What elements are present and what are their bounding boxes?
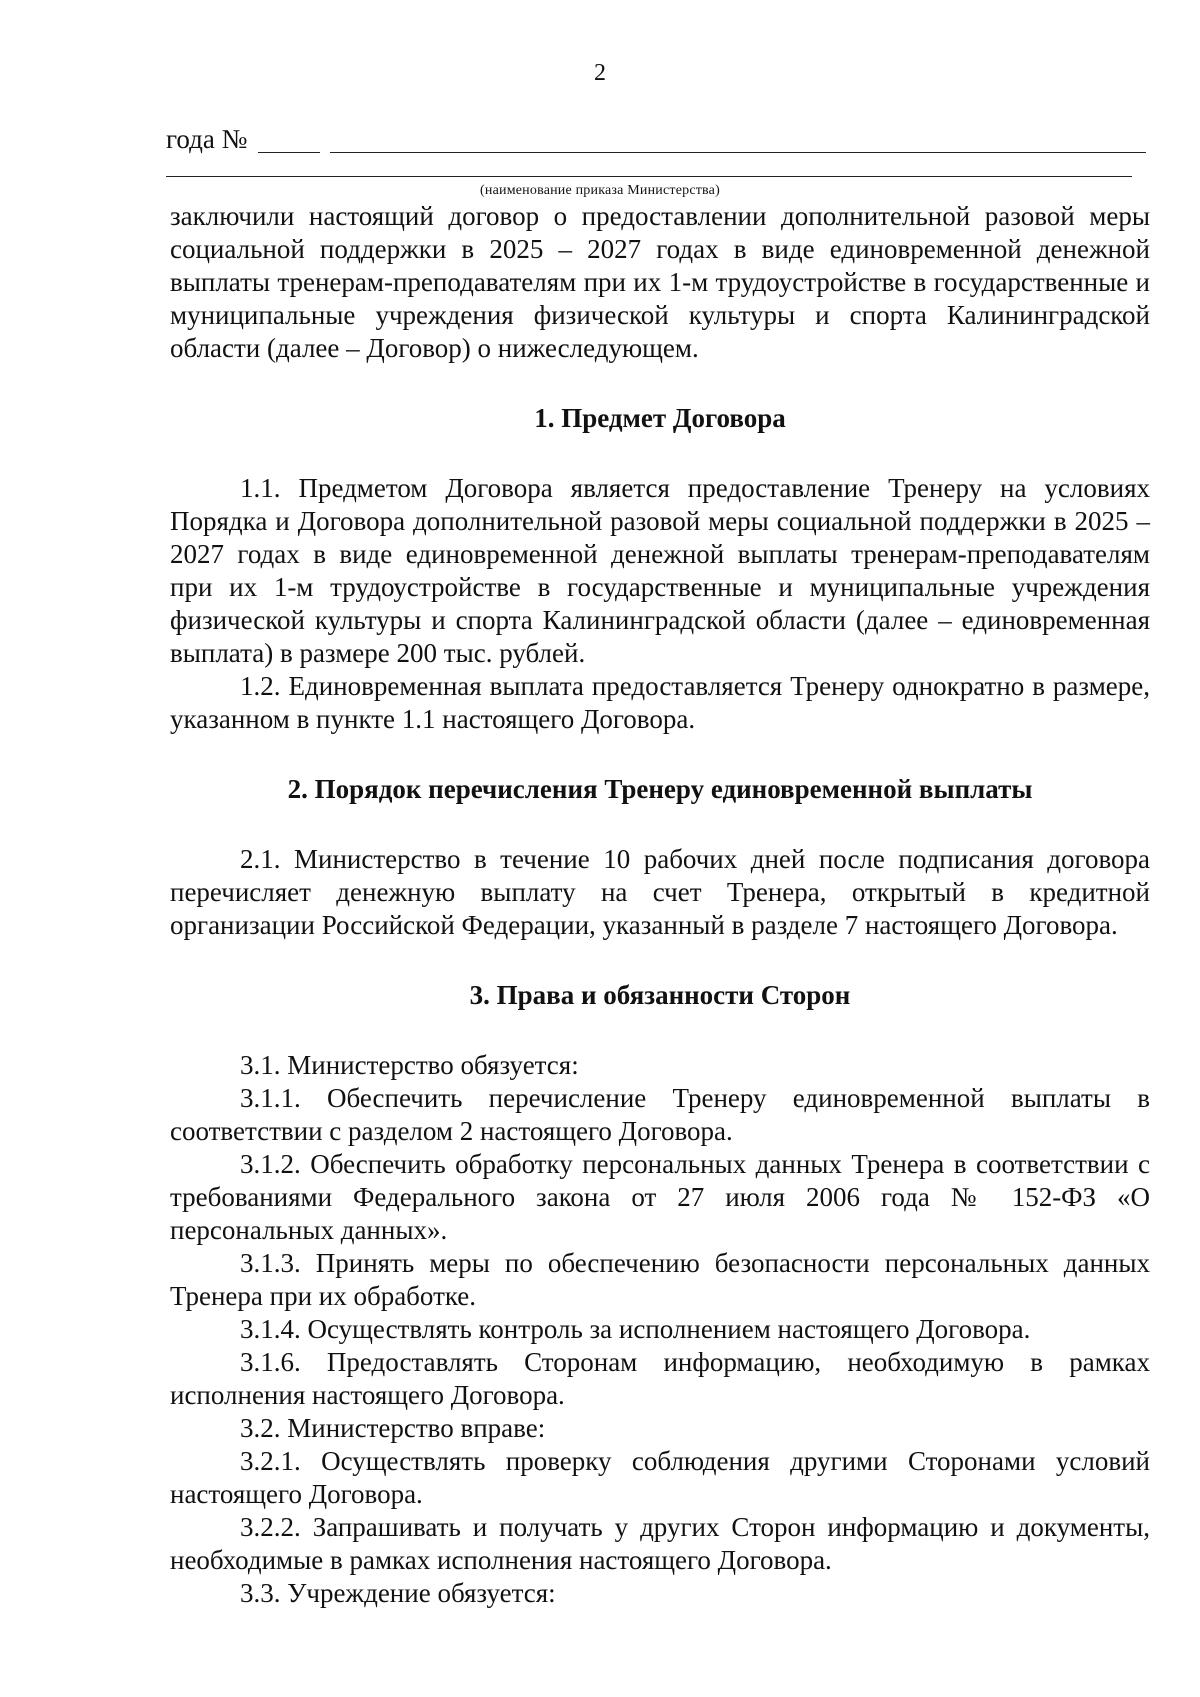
clause-3-1-1: 3.1.1. Обеспечить перечисление Тренеру единовременной выплаты в соответствии с разделом 2 настоящего Договора. [170,1083,1150,1146]
clause-3-1-4: 3.1.4. Осуществлять контроль за исполнением настоящего Договора. [240,1314,1031,1344]
section-3-heading: 3. Права и обязанности Сторон [469,980,851,1010]
order-title-blank [330,152,1146,153]
page-number: 2 [594,60,606,86]
order-number-blank [258,152,320,153]
order-title-blank-line-2 [166,176,1132,177]
clause-3-2: 3.2. Министерство вправе: [240,1413,546,1443]
section-1-heading: 1. Предмет Договора [534,403,786,433]
clause-3-1-6: 3.1.6. Предоставлять Сторонам информацию, необходимую в рамках исполнения настоящего Договора. [170,1347,1150,1410]
clause-3-2-2: 3.2.2. Запрашивать и получать у других Сторон информацию и документы, необходимые в рамках исполнения настоящего Договора. [170,1512,1150,1575]
clause-3-1: 3.1. Министерство обязуется: [240,1050,579,1080]
clause-1-1: 1.1. Предметом Договора является предоставление Тренеру на условиях Порядка и Договора дополнительной разовой меры социальной поддержки в 2025 – 2027 годах в виде единовременной денежной выплаты тренерам-преподавателям при их 1-м трудоустройстве в государственные и муниципальные учреждения физической культуры и спорта Калининградской области (далее – единовременная выплата) в размере 200 тыс. рублей. [170,473,1150,668]
order-year-number-label: года № [166,124,248,154]
clause-3-1-3: 3.1.3. Принять меры по обеспечению безопасности персональных данных Тренера при их обработке. [170,1248,1150,1311]
order-title-caption: (наименование приказа Министерства) [480,183,720,198]
order-reference-line [166,120,1146,160]
section-2-heading: 2. Порядок перечисления Тренеру единовременной выплаты [287,774,1033,804]
clause-3-2-1: 3.2.1. Осуществлять проверку соблюдения другими Сторонами условий настоящего Договора. [170,1446,1150,1509]
clause-3-1-2: 3.1.2. Обеспечить обработку персональных данных Тренера в соответствии с требованиями Федерального закона от 27 июля 2006 года № 152-ФЗ «О персональных данных». [170,1149,1150,1245]
document-body [170,200,1150,1610]
intro-paragraph: заключили настоящий договор о предоставлении дополнительной разовой меры социальной поддержки в 2025 – 2027 годах в виде единовременной денежной выплаты тренерам-преподавателям при их 1-м трудоустройстве в государственные и муниципальные учреждения физической культуры и спорта Калининградской области (далее – Договор) о нижеследующем. [170,201,1150,363]
clause-3-3: 3.3. Учреждение обязуется: [240,1578,556,1608]
clause-1-2: 1.2. Единовременная выплата предоставляется Тренеру однократно в размере, указанном в пункте 1.1 настоящего Договора. [170,671,1150,734]
clause-2-1: 2.1. Министерство в течение 10 рабочих дней после подписания договора перечисляет денежную выплату на счет Тренера, открытый в кредитной организации Российской Федерации, указанный в разделе 7 настоящего Договора. [170,844,1150,940]
